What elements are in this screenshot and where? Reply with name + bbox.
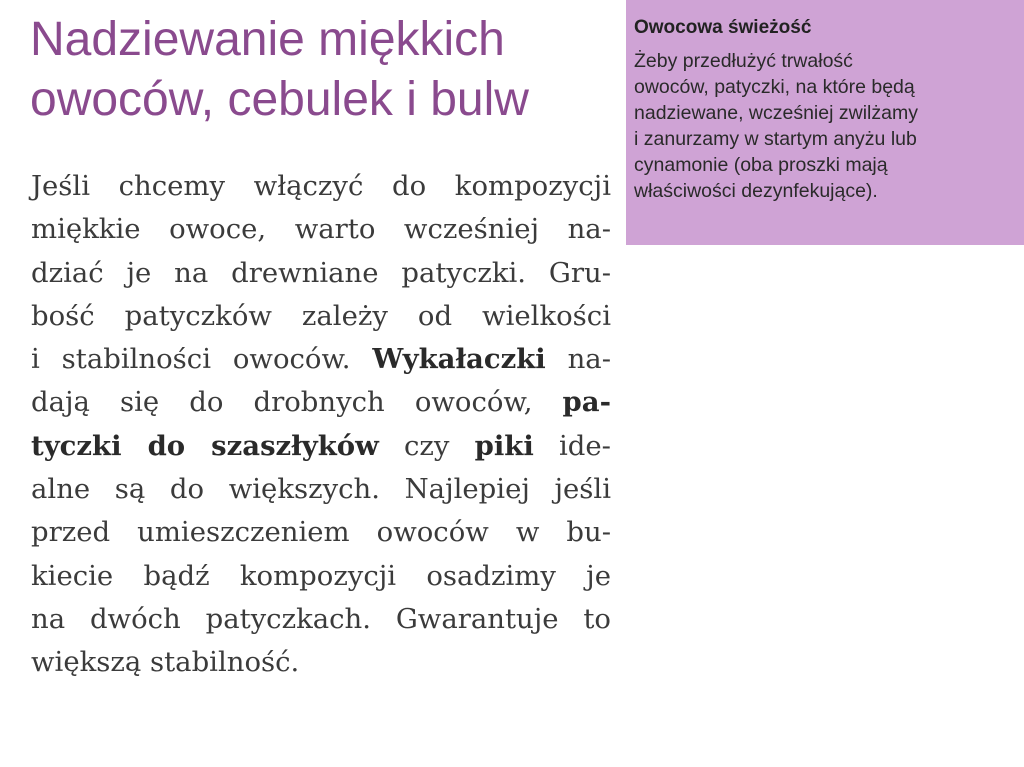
bold-term-patyczki-part1: pa- (562, 386, 611, 419)
paragraph-line: Jeśli chcemy włączyć do kompozycji (31, 170, 611, 202)
sidebar-line: właściwości dezynfekujące). (634, 180, 878, 202)
paragraph-line: kiecie bądź kompozycji osadzimy je (31, 559, 611, 592)
paragraph-line: miękkie owoce, warto wcześniej na- (31, 213, 611, 246)
sidebar-line: Żeby przedłużyć trwałość (634, 50, 853, 72)
bold-term-patyczki-part2: tyczki do szaszłyków (31, 429, 379, 462)
sidebar-line: nadziewane, wcześniej zwilżamy (634, 102, 918, 124)
paragraph-line: większą stabilność. (31, 646, 300, 679)
heading-line-2: owoców, cebulek i bulw (30, 73, 529, 126)
paragraph-line: tyczki do szaszłyków czy piki ide- (31, 429, 611, 462)
bold-term-piki: piki (474, 429, 534, 462)
main-paragraph (31, 165, 611, 685)
sidebar-line: i zanurzamy w startym anyżu lub (634, 128, 917, 150)
heading-line-1: Nadziewanie miękkich (30, 13, 505, 66)
page-heading (30, 10, 610, 130)
tip-sidebar-box (626, 0, 1024, 245)
bold-term-wykalaczki: Wykałaczki (372, 343, 546, 376)
paragraph-line: dziać je na drewniane patyczki. Gru- (31, 256, 611, 289)
paragraph-line: alne są do większych. Najlepiej jeśli (31, 473, 611, 506)
paragraph-line: na dwóch patyczkach. Gwarantuje to (31, 602, 611, 635)
sidebar-line: owoców, patyczki, na które będą (634, 76, 915, 98)
paragraph-line: i stabilności owoców. Wykałaczki na- (31, 343, 611, 376)
sidebar-body (634, 48, 1014, 204)
paragraph-line: dają się do drobnych owoców, pa- (31, 386, 611, 419)
sidebar-title: Owocowa świeżość (634, 17, 812, 38)
sidebar-line: cynamonie (oba proszki mają (634, 154, 888, 176)
paragraph-line: przed umieszczeniem owoców w bu- (31, 516, 611, 549)
paragraph-line: bość patyczków zależy od wielkości (31, 299, 611, 332)
